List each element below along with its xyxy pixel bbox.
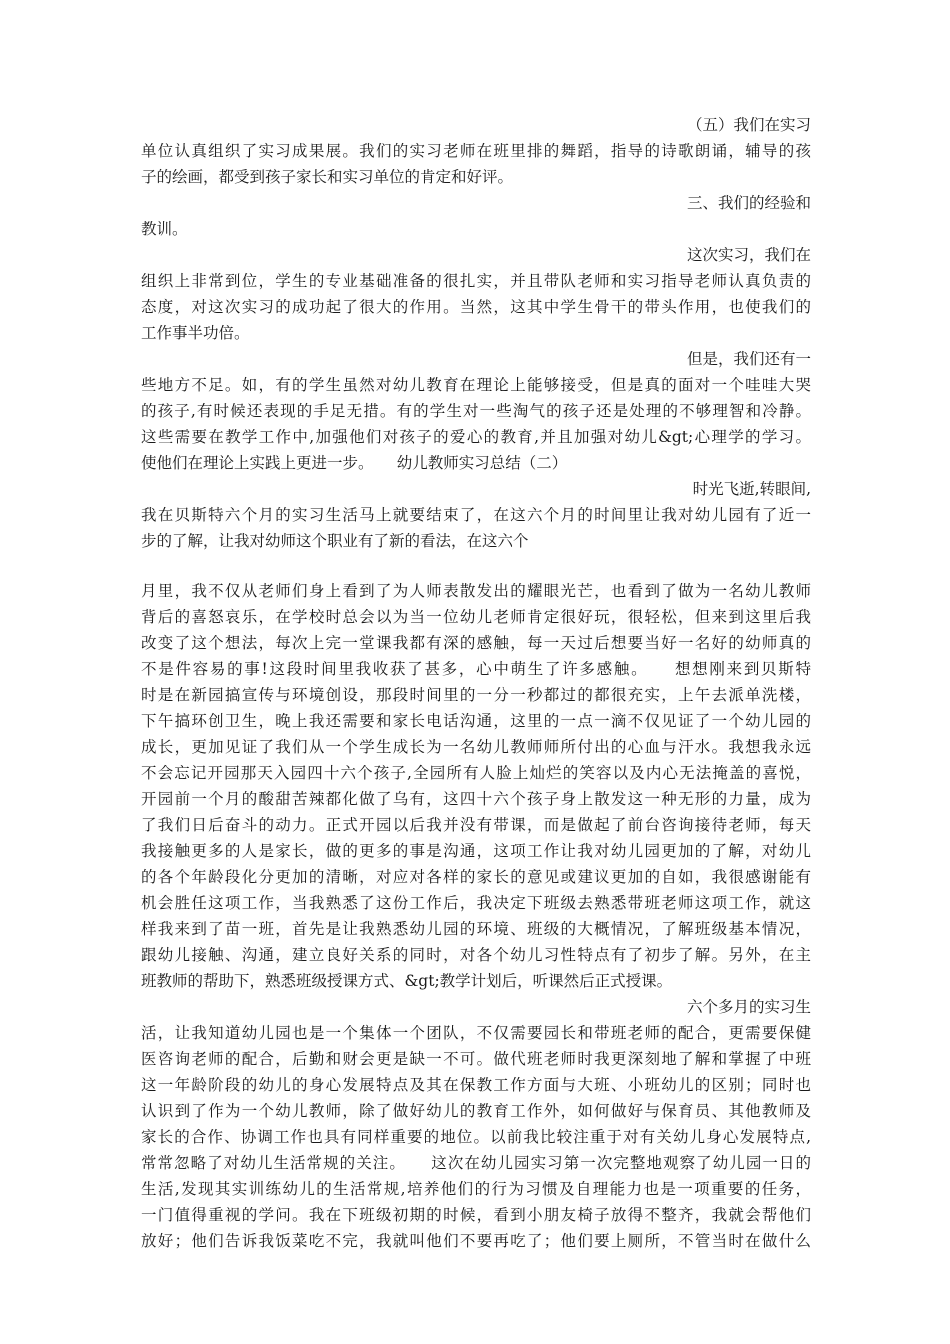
text-line: 下午搞环创卫生，晚上我还需要和家长电话沟通，这里的一点一滴不仅见证了一个幼儿园的 <box>141 712 811 730</box>
text-line: 我接触更多的人是家长，做的更多的事是沟通，这项工作让我对幼儿园更加的了解，对幼儿 <box>141 842 811 860</box>
text-line: 工作事半功倍。 <box>141 324 250 342</box>
text-line: 这次实习，我们在 <box>686 246 811 264</box>
text-line: 教训。 <box>141 220 188 238</box>
text-line: 三、我们的经验和 <box>686 194 811 212</box>
text-line: 子的绘画，都受到孩子家长和实习单位的肯定和好评。 <box>141 168 514 186</box>
text-line: 认识到了作为一个幼儿教师，除了做好幼儿的教育工作外，如何做好与保育员、其他教师及 <box>141 1102 811 1120</box>
text-line: （五）我们在实习 <box>686 116 811 134</box>
text-line: 背后的喜怒哀乐，在学校时总会以为当一位幼儿老师肯定很好玩，很轻松，但来到这里后我 <box>141 608 811 626</box>
text-line: 成长，更加见证了我们从一个学生成长为一名幼儿教师师所付出的心血与汗水。我想我永远 <box>141 738 811 756</box>
text-line: 班教师的帮助下，熟悉班级授课方式、&gt;教学计划后，听课然后正式授课。 <box>141 972 673 990</box>
page-break-gap <box>141 554 811 578</box>
document-body <box>141 112 811 1254</box>
text-line: 一门值得重视的学问。我在下班级初期的时候，看到小朋友椅子放得不整齐，我就会帮他们 <box>141 1206 811 1224</box>
text-line: 单位认真组织了实习成果展。我们的实习老师在班里排的舞蹈，指导的诗歌朗诵，辅导的孩 <box>141 142 811 160</box>
text-line: 跟幼儿接触、沟通，建立良好关系的同时，对各个幼儿习性特点有了初步了解。另外，在主 <box>141 946 811 964</box>
text-line: 样我来到了苗一班，首先是让我熟悉幼儿园的环境、班级的大概情况，了解班级基本情况， <box>141 920 811 938</box>
text-line: 这些需要在教学工作中,加强他们对孩子的爱心的教育,并且加强对幼儿&gt;心理学的学习。 <box>141 428 811 446</box>
text-line: 生活,发现其实训练幼儿的生活常规,培养他们的行为习惯及自理能力也是一项重要的任务， <box>141 1180 811 1198</box>
text-line: 些地方不足。如，有的学生虽然对幼儿教育在理论上能够接受，但是真的面对一个哇哇大哭 <box>141 376 811 394</box>
text-line: 开园前一个月的酸甜苦辣都化做了乌有，这四十六个孩子身上散发这一种无形的力量，成为 <box>141 790 811 808</box>
text-line: 机会胜任这项工作，当我熟悉了这份工作后，我决定下班级去熟悉带班老师这项工作，就这 <box>141 894 811 912</box>
text-line: 医咨询老师的配合，后勤和财会更是缺一不可。做代班老师时我更深刻地了解和掌握了中班 <box>141 1050 811 1068</box>
text-line: 时光飞逝,转眼间, <box>692 480 811 498</box>
text-line: 态度，对这次实习的成功起了很大的作用。当然，这其中学生骨干的带头作用，也使我们的 <box>141 298 811 316</box>
text-line: 了我们日后奋斗的动力。正式开园以后我并没有带课，而是做起了前台咨询接待老师，每天 <box>141 816 811 834</box>
text-line: 改变了这个想法，每次上完一堂课我都有深的感触，每一天过后想要当好一名好的幼师真的 <box>141 634 811 652</box>
text-line: 家长的合作、协调工作也具有同样重要的地位。以前我比较注重于对有关幼儿身心发展特点, <box>141 1128 811 1146</box>
text-line: 常常忽略了对幼儿生活常规的关注。 这次在幼儿园实习第一次完整地观察了幼儿园一日的 <box>141 1154 811 1172</box>
text-line: 放好；他们告诉我饭菜吃不完，我就叫他们不要再吃了；他们要上厕所，不管当时在做什么 <box>141 1232 811 1250</box>
text-line: 的孩子,有时候还表现的手足无措。有的学生对一些淘气的孩子还是处理的不够理智和冷静。 <box>141 402 811 420</box>
text-line: 这一年龄阶段的幼儿的身心发展特点及其在保教工作方面与大班、小班幼儿的区别；同时也 <box>141 1076 811 1094</box>
text-line: 不会忘记开园那天入园四十六个孩子,全园所有人脸上灿烂的笑容以及内心无法掩盖的喜悦， <box>141 764 811 782</box>
text-line: 月里，我不仅从老师们身上看到了为人师表散发出的耀眼光芒，也看到了做为一名幼儿教师 <box>141 582 811 600</box>
text-line: 不是件容易的事!这段时间里我收获了甚多，心中萌生了许多感触。 想想刚来到贝斯特 <box>141 660 811 678</box>
text-line: 使他们在理论上实践上更进一步。 幼儿教师实习总结（二） <box>141 454 568 472</box>
text-line: 活，让我知道幼儿园也是一个集体一个团队，不仅需要园长和带班老师的配合，更需要保健 <box>141 1024 811 1042</box>
text-line: 的各个年龄段化分更加的清晰，对应对各样的家长的意见或建议更加的自如，我很感谢能有 <box>141 868 811 886</box>
text-line: 我在贝斯特六个月的实习生活马上就要结束了，在这六个月的时间里让我对幼儿园有了近一 <box>141 506 811 524</box>
text-line: 步的了解，让我对幼师这个职业有了新的看法，在这六个 <box>141 532 529 550</box>
text-line: 组织上非常到位，学生的专业基础准备的很扎实，并且带队老师和实习指导老师认真负责的 <box>141 272 811 290</box>
text-line: 时是在新园搞宣传与环境创设，那段时间里的一分一秒都过的都很充实，上午去派单洗楼， <box>141 686 811 704</box>
text-line: 但是，我们还有一 <box>686 350 811 368</box>
text-line: 六个多月的实习生 <box>686 998 811 1016</box>
